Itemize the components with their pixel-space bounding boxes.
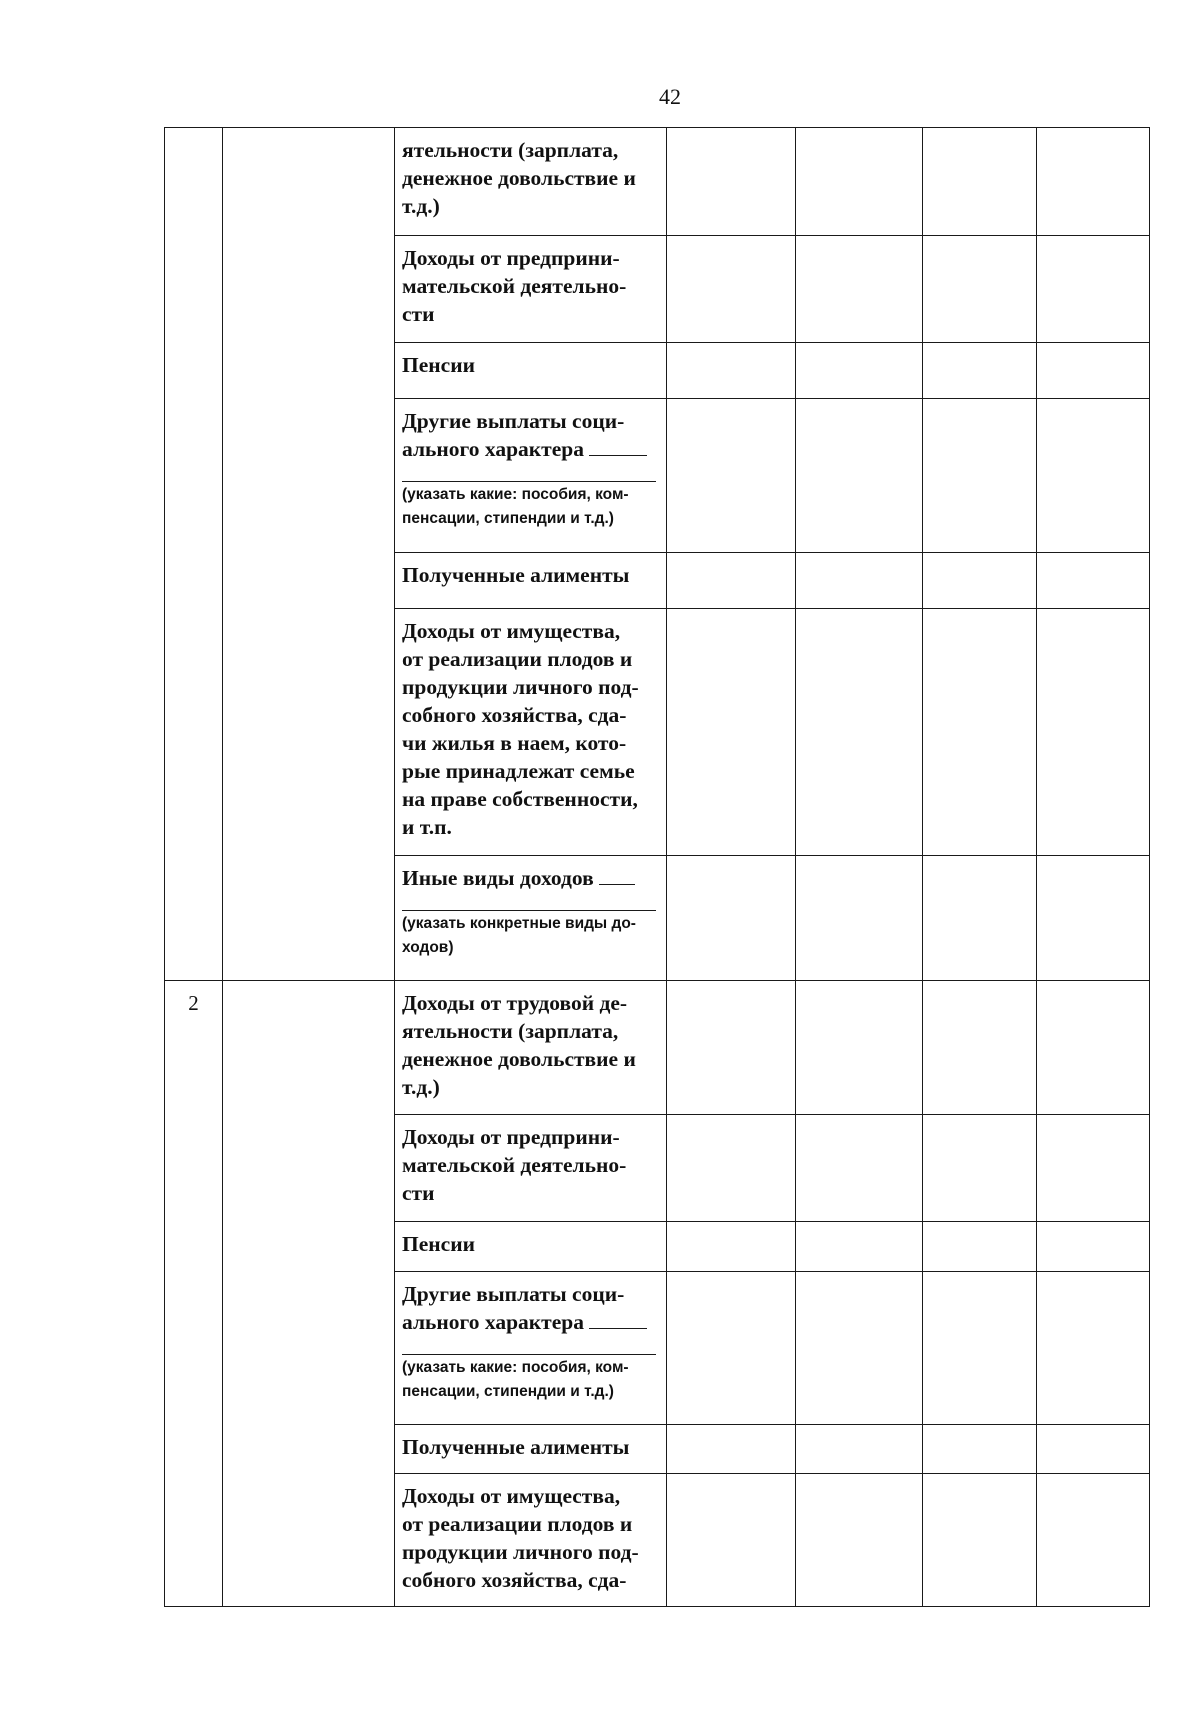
amount-cell[interactable]	[1037, 236, 1150, 343]
income-type-line: Доходы от имущества,	[402, 1484, 621, 1508]
income-type-cell	[395, 856, 667, 981]
amount-cell[interactable]	[667, 609, 796, 856]
amount-cell[interactable]	[796, 1115, 923, 1222]
income-type-line: продукции личного под-	[402, 675, 639, 699]
income-type-line: Другие выплаты соци-	[402, 1282, 625, 1306]
amount-cell[interactable]	[1037, 1115, 1150, 1222]
amount-cell[interactable]	[667, 1222, 796, 1272]
amount-cell[interactable]	[796, 1425, 923, 1474]
amount-cell[interactable]	[1037, 1425, 1150, 1474]
income-type-line: денежное довольствие и	[402, 166, 636, 190]
amount-cell[interactable]	[667, 128, 796, 236]
table-row	[165, 981, 1150, 1115]
income-type-cell	[395, 343, 667, 399]
amount-cell[interactable]	[923, 1272, 1037, 1425]
amount-cell[interactable]	[796, 128, 923, 236]
income-type-line: ального характера	[402, 435, 660, 463]
income-type-line: продукции личного под-	[402, 1540, 639, 1564]
income-type-cell	[395, 399, 667, 553]
income-type-line: Доходы от имущества,	[402, 619, 621, 643]
income-type-cell	[395, 553, 667, 609]
amount-cell[interactable]	[796, 1222, 923, 1272]
amount-cell[interactable]	[667, 343, 796, 399]
income-type-line: и т.п.	[402, 815, 452, 839]
amount-cell[interactable]	[1037, 128, 1150, 236]
income-type-cell	[395, 236, 667, 343]
income-type-line: собного хозяйства, сда-	[402, 1568, 627, 1592]
amount-cell[interactable]	[1037, 981, 1150, 1115]
fill-in-blank[interactable]	[589, 1308, 647, 1329]
member-cell[interactable]	[223, 981, 395, 1607]
amount-cell[interactable]	[796, 399, 923, 553]
fill-in-blank[interactable]	[599, 864, 635, 885]
income-type-cell	[395, 1115, 667, 1222]
income-type-cell	[395, 1222, 667, 1272]
amount-cell[interactable]	[923, 236, 1037, 343]
income-type-line: Иные виды доходов	[402, 864, 660, 892]
income-type-line: Полученные алименты	[402, 563, 630, 587]
income-type-line: Полученные алименты	[402, 1435, 630, 1459]
fill-in-line[interactable]	[402, 900, 656, 911]
note-line: (указать какие: пособия, ком-	[402, 486, 629, 503]
amount-cell[interactable]	[1037, 609, 1150, 856]
amount-cell[interactable]	[1037, 1272, 1150, 1425]
note-line: пенсации, стипендии и т.д.)	[402, 510, 614, 527]
row-number-cell	[165, 128, 223, 981]
amount-cell[interactable]	[796, 343, 923, 399]
note-line: ходов)	[402, 939, 454, 956]
note-line: пенсации, стипендии и т.д.)	[402, 1383, 614, 1400]
amount-cell[interactable]	[667, 856, 796, 981]
amount-cell[interactable]	[923, 399, 1037, 553]
fill-in-line[interactable]	[402, 1344, 656, 1355]
amount-cell[interactable]	[923, 343, 1037, 399]
income-type-line: на праве собственности,	[402, 787, 638, 811]
amount-cell[interactable]	[1037, 553, 1150, 609]
income-type-line: сти	[402, 302, 435, 326]
income-type-line: сти	[402, 1181, 435, 1205]
amount-cell[interactable]	[1037, 856, 1150, 981]
amount-cell[interactable]	[796, 981, 923, 1115]
amount-cell[interactable]	[923, 553, 1037, 609]
income-type-line: Доходы от предприни-	[402, 1125, 620, 1149]
table-row	[165, 128, 1150, 236]
fill-in-blank[interactable]	[589, 435, 647, 456]
amount-cell[interactable]	[796, 1272, 923, 1425]
note-line: (указать конкретные виды до-	[402, 915, 636, 932]
amount-cell[interactable]	[796, 236, 923, 343]
page-number: 42	[659, 84, 681, 109]
amount-cell[interactable]	[923, 128, 1037, 236]
income-type-line: чи жилья в наем, кото-	[402, 731, 627, 755]
income-type-line: ятельности (зарплата,	[402, 138, 619, 162]
member-cell[interactable]	[223, 128, 395, 981]
income-type-line: Доходы от трудовой де-	[402, 991, 628, 1015]
amount-cell[interactable]	[796, 553, 923, 609]
amount-cell[interactable]	[667, 553, 796, 609]
amount-cell[interactable]	[1037, 343, 1150, 399]
income-type-cell	[395, 1474, 667, 1607]
amount-cell[interactable]	[667, 1115, 796, 1222]
amount-cell[interactable]	[1037, 1474, 1150, 1607]
amount-cell[interactable]	[796, 609, 923, 856]
amount-cell[interactable]	[667, 1474, 796, 1607]
income-type-line: Пенсии	[402, 353, 475, 377]
amount-cell[interactable]	[923, 1425, 1037, 1474]
amount-cell[interactable]	[796, 1474, 923, 1607]
amount-cell[interactable]	[923, 856, 1037, 981]
amount-cell[interactable]	[667, 981, 796, 1115]
fill-in-line[interactable]	[402, 471, 656, 482]
income-type-line: рые принадлежат семье	[402, 759, 635, 783]
income-type-cell	[395, 981, 667, 1115]
income-type-cell	[395, 128, 667, 236]
income-type-cell	[395, 1425, 667, 1474]
income-type-line: от реализации плодов и	[402, 1512, 633, 1536]
income-type-line: денежное довольствие и	[402, 1047, 636, 1071]
amount-cell[interactable]	[667, 1425, 796, 1474]
amount-cell[interactable]	[1037, 399, 1150, 553]
income-type-line: ального характера	[402, 1308, 660, 1336]
income-type-line: от реализации плодов и	[402, 647, 633, 671]
amount-cell[interactable]	[667, 399, 796, 553]
amount-cell[interactable]	[923, 1474, 1037, 1607]
amount-cell[interactable]	[923, 1115, 1037, 1222]
income-type-line: собного хозяйства, сда-	[402, 703, 627, 727]
income-type-line: Пенсии	[402, 1232, 475, 1256]
income-type-line: мательской деятельно-	[402, 1153, 627, 1177]
row-number-cell: 2	[165, 981, 223, 1607]
amount-cell[interactable]	[667, 1272, 796, 1425]
amount-cell[interactable]	[923, 609, 1037, 856]
income-type-cell	[395, 609, 667, 856]
income-type-line: ятельности (зарплата,	[402, 1019, 619, 1043]
amount-cell[interactable]	[923, 1222, 1037, 1272]
income-type-line: т.д.)	[402, 194, 440, 218]
income-type-cell	[395, 1272, 667, 1425]
income-table	[164, 127, 1150, 1607]
amount-cell[interactable]	[796, 856, 923, 981]
amount-cell[interactable]	[667, 236, 796, 343]
income-type-line: мательской деятельно-	[402, 274, 627, 298]
amount-cell[interactable]	[923, 981, 1037, 1115]
amount-cell[interactable]	[1037, 1222, 1150, 1272]
income-type-line: Доходы от предприни-	[402, 246, 620, 270]
income-type-line: Другие выплаты соци-	[402, 409, 625, 433]
income-type-line: т.д.)	[402, 1075, 440, 1099]
note-line: (указать какие: пособия, ком-	[402, 1359, 629, 1376]
